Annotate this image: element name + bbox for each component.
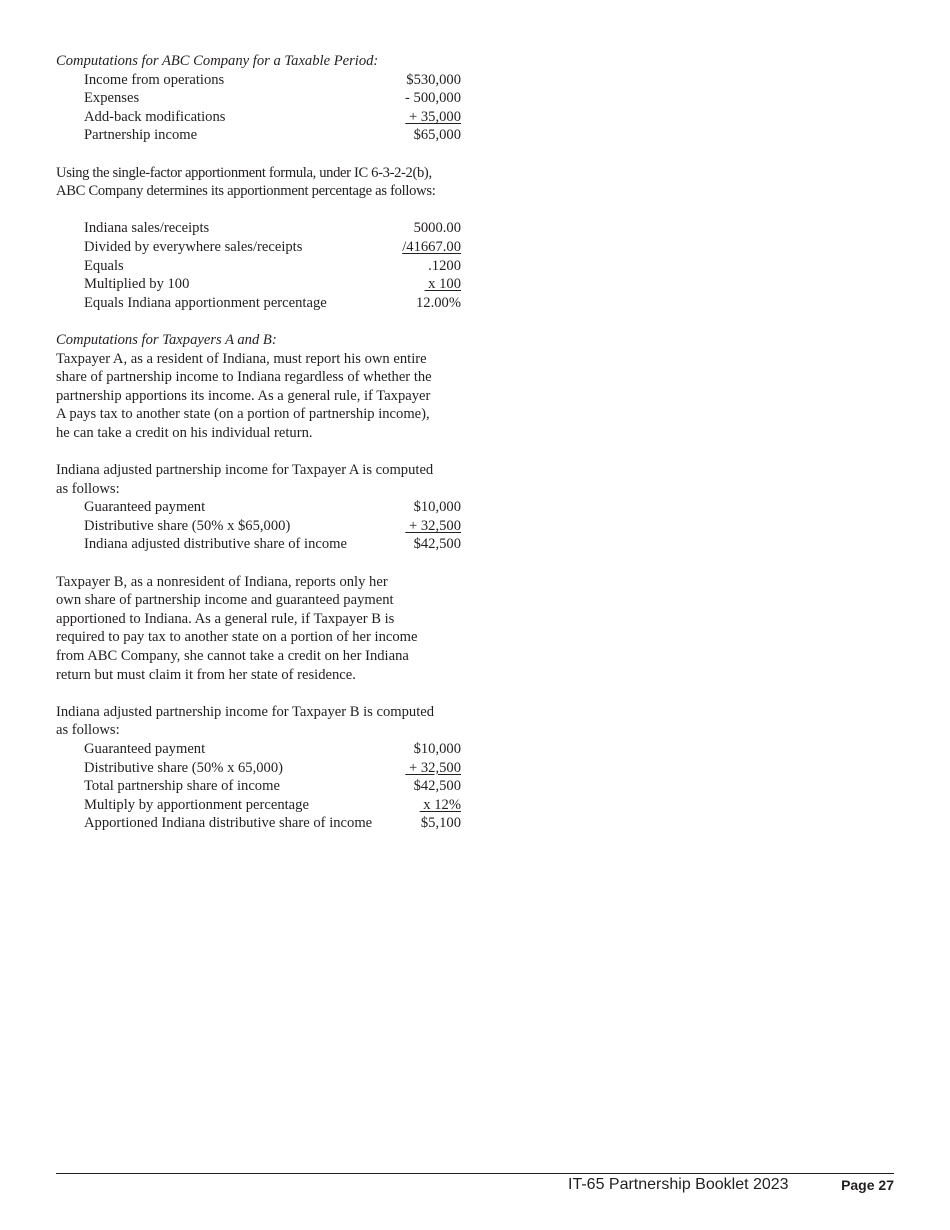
computation-row: [56, 294, 461, 313]
row-value: $42,500: [413, 778, 461, 795]
footer-booklet-title: IT-65 Partnership Booklet 2023: [568, 1176, 789, 1193]
paragraph-line: A pays tax to another state (on a portion of partnership income),: [56, 406, 430, 423]
row-value: 12.00%: [416, 294, 461, 311]
computation-row: [56, 219, 461, 238]
apportionment-intro-line: Using the single-factor apportionment formula, under IC 6-3-2-2(b),: [56, 164, 432, 181]
computation-row: [56, 535, 461, 554]
paragraph-line: return but must claim it from her state of residence.: [56, 666, 356, 683]
taxpayer-a-intro-line: Indiana adjusted partnership income for Taxpayer A is computed: [56, 462, 434, 479]
taxpayer-b-intro-line: Indiana adjusted partnership income for Taxpayer B is computed: [56, 703, 435, 720]
footer-divider: [56, 1173, 894, 1174]
paragraph-line: apportioned to Indiana. As a general rule, if Taxpayer B is: [56, 610, 395, 627]
row-value: x 100: [424, 276, 461, 293]
computation-row: [56, 257, 461, 276]
row-label: Total partnership share of income: [84, 778, 280, 795]
row-value: + 32,500: [405, 759, 461, 776]
row-label: Distributive share (50% x $65,000): [84, 517, 291, 534]
row-value: + 32,500: [405, 517, 461, 534]
computation-row: [56, 777, 461, 796]
row-label: Apportioned Indiana distributive share of income: [84, 815, 373, 832]
row-label: Equals Indiana apportionment percentage: [84, 294, 327, 311]
row-label: Guaranteed payment: [84, 499, 206, 516]
computation-row: [56, 238, 461, 257]
paragraph-line: Taxpayer B, as a nonresident of Indiana, reports only her: [56, 573, 388, 590]
row-value: .1200: [428, 257, 461, 274]
row-label: Indiana adjusted distributive share of income: [84, 536, 348, 553]
computation-row: [56, 517, 461, 536]
row-value: $10,000: [413, 499, 461, 516]
row-label: Multiplied by 100: [84, 276, 190, 293]
paragraph-line: own share of partnership income and guaranteed payment: [56, 592, 394, 609]
row-label: Expenses: [84, 90, 140, 107]
row-label: Add-back modifications: [84, 108, 226, 125]
paragraph-line: partnership apportions its income. As a general rule, if Taxpayer: [56, 387, 431, 404]
apportionment-intro-line: ABC Company determines its apportionment percentage as follows:: [56, 183, 436, 200]
computation-row: [56, 126, 461, 145]
computation-row: [56, 71, 461, 90]
row-label: Partnership income: [84, 127, 198, 144]
computation-row: [56, 814, 461, 833]
row-label: Income from operations: [84, 71, 225, 88]
row-label: Indiana sales/receipts: [84, 220, 210, 237]
paragraph-line: required to pay tax to another state on a portion of her income: [56, 629, 418, 646]
row-value: $10,000: [413, 740, 461, 757]
row-value: $530,000: [406, 71, 461, 88]
computation-row: [56, 740, 461, 759]
computation-row: [56, 759, 461, 778]
row-value: $65,000: [413, 127, 461, 144]
paragraph-line: share of partnership income to Indiana regardless of whether the: [56, 369, 432, 386]
paragraph-line: Taxpayer A, as a resident of Indiana, must report his own entire: [56, 350, 427, 367]
row-value: 5000.00: [413, 220, 461, 237]
taxpayer-b-intro-line: as follows:: [56, 722, 120, 739]
row-label: Multiply by apportionment percentage: [84, 796, 309, 813]
taxpayer-a-intro-line: as follows:: [56, 480, 120, 497]
paragraph-line: from ABC Company, she cannot take a credit on her Indiana: [56, 648, 409, 664]
computation-row: [56, 498, 461, 517]
paragraph-line: he can take a credit on his individual return.: [56, 424, 313, 441]
computation-row: [56, 108, 461, 127]
computation-row: [56, 275, 461, 294]
taxpayers-heading: Computations for Taxpayers A and B:: [56, 331, 277, 348]
row-label: Equals: [84, 257, 124, 274]
row-value: x 12%: [419, 796, 461, 813]
page-content: [56, 52, 466, 833]
row-value: - 500,000: [405, 90, 461, 107]
abc-computations-heading: Computations for ABC Company for a Taxable Period:: [56, 53, 379, 69]
computation-row: [56, 89, 461, 108]
row-value: /41667.00: [402, 238, 461, 255]
row-value: + 35,000: [405, 108, 461, 125]
footer-page-number: Page 27: [841, 1177, 894, 1193]
row-label: Distributive share (50% x 65,000): [84, 759, 284, 776]
computation-row: [56, 796, 461, 815]
row-value: $42,500: [413, 536, 461, 553]
row-value: $5,100: [420, 815, 461, 832]
row-label: Divided by everywhere sales/receipts: [84, 238, 303, 255]
row-label: Guaranteed payment: [84, 740, 206, 757]
